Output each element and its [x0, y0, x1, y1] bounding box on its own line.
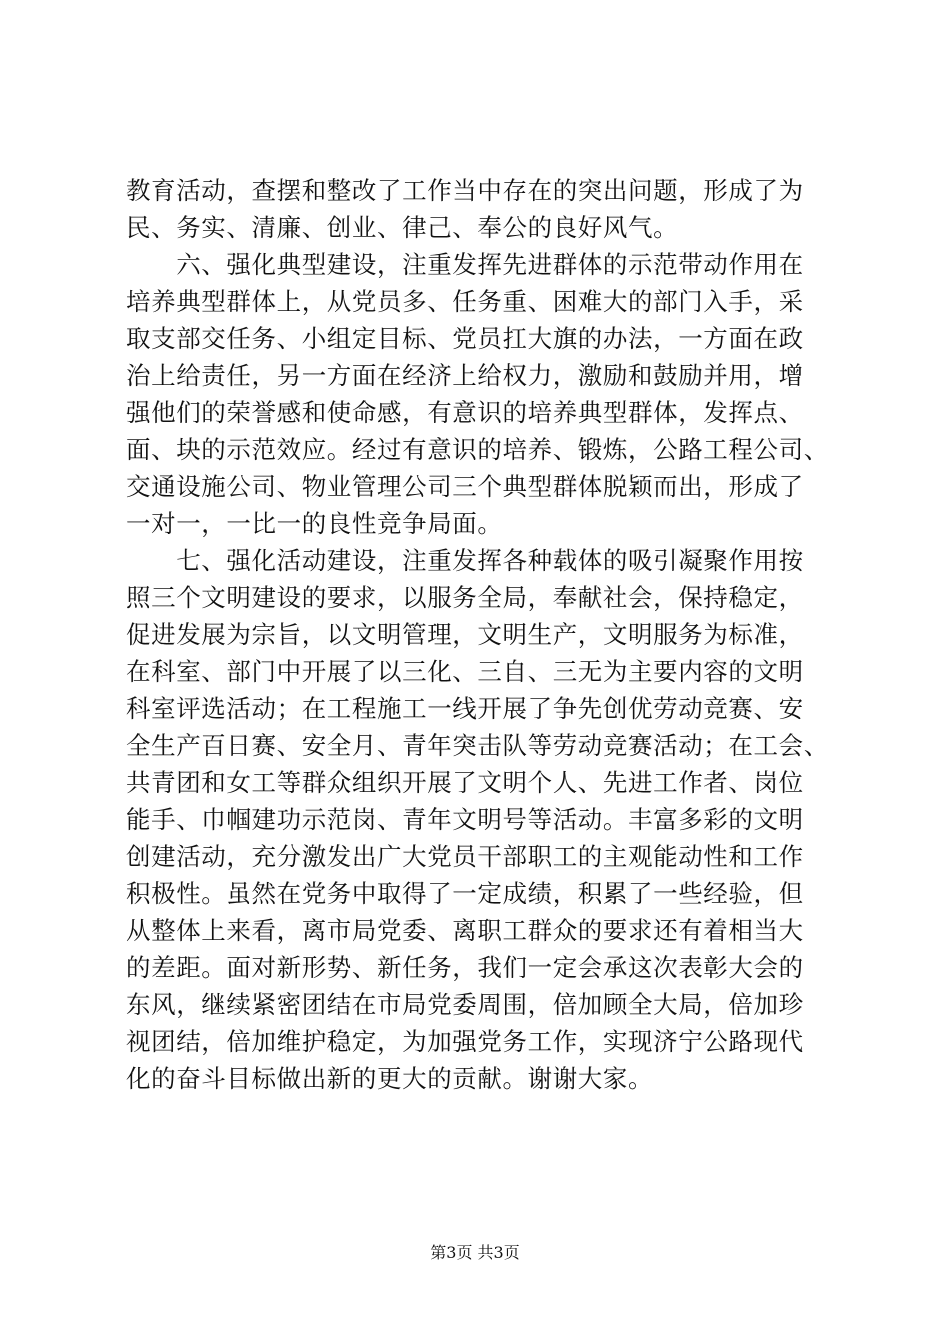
text-line: 治上给责任，另一方面在经济上给权力，激励和鼓励并用，增: [126, 361, 804, 390]
text-line: 能手、巾帼建功示范岗、青年文明号等活动。丰富多彩的文明: [126, 805, 804, 834]
text-line: 交通设施公司、物业管理公司三个典型群体脱颖而出，形成了: [126, 472, 804, 501]
text-line: 共青团和女工等群众组织开展了文明个人、先进工作者、岗位: [126, 768, 804, 797]
text-line: 的差距。面对新形势、新任务，我们一定会承这次表彰大会的: [126, 953, 804, 982]
text-line: 六、强化典型建设，注重发挥先进群体的示范带动作用在: [126, 250, 804, 279]
text-line: 化的奋斗目标做出新的更大的贡献。谢谢大家。: [126, 1064, 654, 1093]
text-line: 促进发展为宗旨，以文明管理，文明生产，文明服务为标准，: [126, 620, 804, 649]
text-line: 面、块的示范效应。经过有意识的培养、锻炼，公路工程公司、: [126, 435, 829, 464]
text-line: 强他们的荣誉感和使命感，有意识的培养典型群体，发挥点、: [126, 398, 804, 427]
text-line: 照三个文明建设的要求，以服务全局，奉献社会，保持稳定，: [126, 583, 804, 612]
text-line: 一对一，一比一的良性竞争局面。: [126, 509, 503, 538]
text-line: 教育活动，查摆和整改了工作当中存在的突出问题，形成了为: [126, 176, 804, 205]
text-line: 培养典型群体上，从党员多、任务重、困难大的部门入手，采: [126, 287, 804, 316]
body-text: [126, 172, 836, 1097]
text-line: 全生产百日赛、安全月、青年突击队等劳动竞赛活动；在工会、: [126, 731, 829, 760]
text-line: 民、务实、清廉、创业、律己、奉公的良好风气。: [126, 213, 679, 242]
text-line: 七、强化活动建设，注重发挥各种载体的吸引凝聚作用按: [126, 546, 804, 575]
text-line: 从整体上来看，离市局党委、离职工群众的要求还有着相当大: [126, 916, 804, 945]
text-line: 东风，继续紧密团结在市局党委周围，倍加顾全大局，倍加珍: [126, 990, 804, 1019]
text-line: 创建活动，充分激发出广大党员干部职工的主观能动性和工作: [126, 842, 804, 871]
text-line: 视团结，倍加维护稳定，为加强党务工作，实现济宁公路现代: [126, 1027, 804, 1056]
page-number-footer: 第3页 共3页: [430, 1243, 520, 1262]
text-line: 科室评选活动；在工程施工一线开展了争先创优劳动竞赛、安: [126, 694, 804, 723]
text-line: 积极性。虽然在党务中取得了一定成绩，积累了一些经验，但: [126, 879, 804, 908]
text-line: 在科室、部门中开展了以三化、三自、三无为主要内容的文明: [126, 657, 804, 686]
text-line: 取支部交任务、小组定目标、党员扛大旗的办法，一方面在政: [126, 324, 804, 353]
